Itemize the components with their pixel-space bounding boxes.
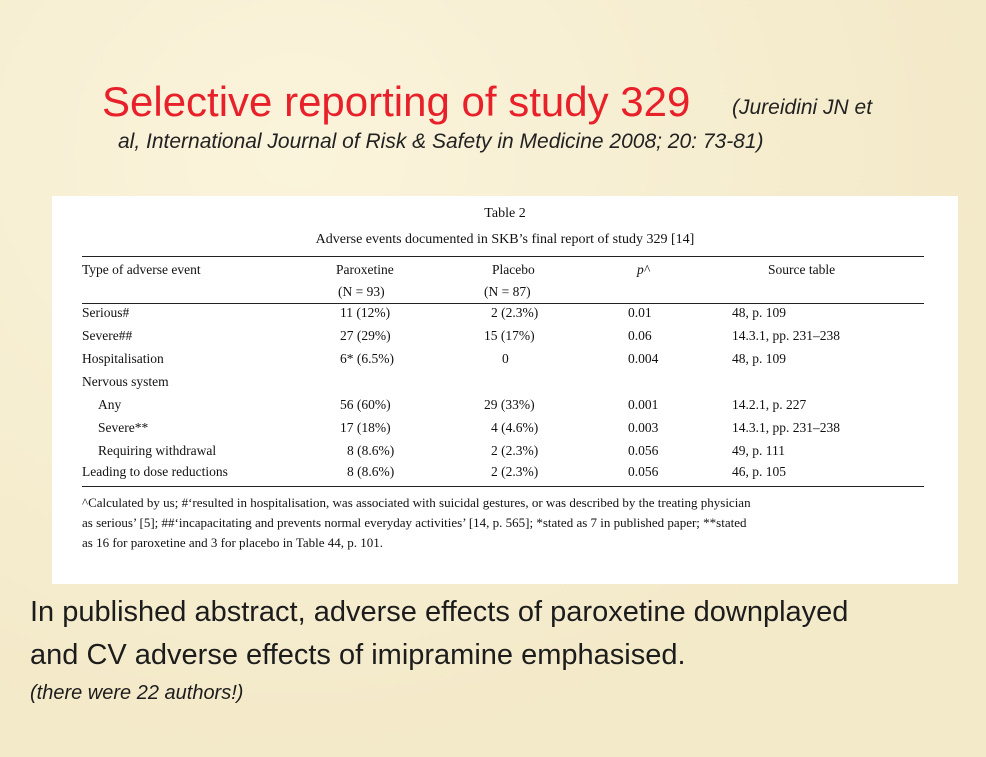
row-paroxetine: 27 (29%): [340, 328, 391, 343]
citation-line-1: (Jureidini JN et: [732, 96, 873, 119]
row-source: 14.3.1, pp. 231–238: [732, 420, 840, 435]
row-type: Hospitalisation: [82, 351, 164, 366]
row-source: 46, p. 105: [732, 464, 786, 479]
table-top-rule: [82, 256, 924, 257]
row-type: Nervous system: [82, 374, 169, 389]
row-paroxetine: 8 (8.6%): [347, 443, 395, 458]
row-p: 0.056: [628, 443, 659, 458]
header-p: p^: [637, 262, 650, 277]
row-placebo: 2 (2.3%): [491, 443, 539, 458]
row-type: Serious#: [82, 305, 130, 320]
row-paroxetine: 11 (12%): [340, 305, 391, 320]
header-source: Source table: [768, 262, 836, 277]
row-type: Severe##: [82, 328, 133, 343]
row-paroxetine: 17 (18%): [340, 420, 391, 435]
row-placebo: 29 (33%): [484, 397, 535, 412]
header-paroxetine-n: (N = 93): [338, 284, 385, 299]
authors-note: (there were 22 authors!): [30, 682, 244, 704]
table-footnote: [82, 493, 932, 553]
row-p: 0.001: [628, 397, 659, 412]
row-placebo: 2 (2.3%): [491, 305, 539, 320]
row-source: 14.3.1, pp. 231–238: [732, 328, 840, 343]
table-caption: Adverse events documented in SKB’s final report of study 329 [14]: [315, 232, 695, 247]
row-p: 0.01: [628, 305, 652, 320]
row-placebo: 0: [502, 351, 509, 366]
summary-line-2: and CV adverse effects of imipramine emphasised.: [30, 639, 686, 671]
row-paroxetine: 8 (8.6%): [347, 464, 395, 479]
table-header-rule: [82, 303, 924, 304]
slide-title: Selective reporting of study 329: [102, 78, 691, 125]
row-p: 0.06: [628, 328, 652, 343]
row-type: Requiring withdrawal: [98, 443, 217, 458]
row-placebo: 4 (4.6%): [491, 420, 539, 435]
header-type: Type of adverse event: [82, 262, 201, 277]
footnote-line-3: as 16 for paroxetine and 3 for placebo in Table 44, p. 101.: [82, 535, 384, 550]
footnote-line-1: ^Calculated by us; #‘resulted in hospitalisation, was associated with suicidal gestures, or was described by the treating physician: [82, 495, 751, 510]
row-p: 0.004: [628, 351, 659, 366]
row-type: Leading to dose reductions: [82, 464, 228, 479]
row-source: 49, p. 111: [732, 443, 785, 458]
footnote-line-2: as serious’ [5]; ##‘incapacitating and prevents normal everyday activities’ [14, p. 565]; *stated as 7 in published paper; **stated: [82, 515, 747, 530]
row-source: 48, p. 109: [732, 305, 786, 320]
row-placebo: 15 (17%): [484, 328, 535, 343]
table-number: Table 2: [484, 206, 526, 221]
row-type: Severe**: [98, 420, 149, 435]
header-placebo: Placebo: [492, 262, 535, 277]
citation-line-2: al, International Journal of Risk & Safety in Medicine 2008; 20: 73-81): [118, 130, 764, 153]
row-source: 14.2.1, p. 227: [732, 397, 807, 412]
header-paroxetine: Paroxetine: [336, 262, 394, 277]
table-figure: [52, 196, 958, 584]
summary-line-1: In published abstract, adverse effects of paroxetine downplayed: [30, 596, 849, 628]
row-p: 0.056: [628, 464, 659, 479]
row-source: 48, p. 109: [732, 351, 786, 366]
row-paroxetine: 56 (60%): [340, 397, 391, 412]
row-placebo: 2 (2.3%): [491, 464, 539, 479]
row-paroxetine: 6* (6.5%): [340, 351, 394, 366]
table-bottom-rule: [82, 486, 924, 487]
header-placebo-n: (N = 87): [484, 284, 531, 299]
row-p: 0.003: [628, 420, 659, 435]
row-type: Any: [98, 397, 122, 412]
